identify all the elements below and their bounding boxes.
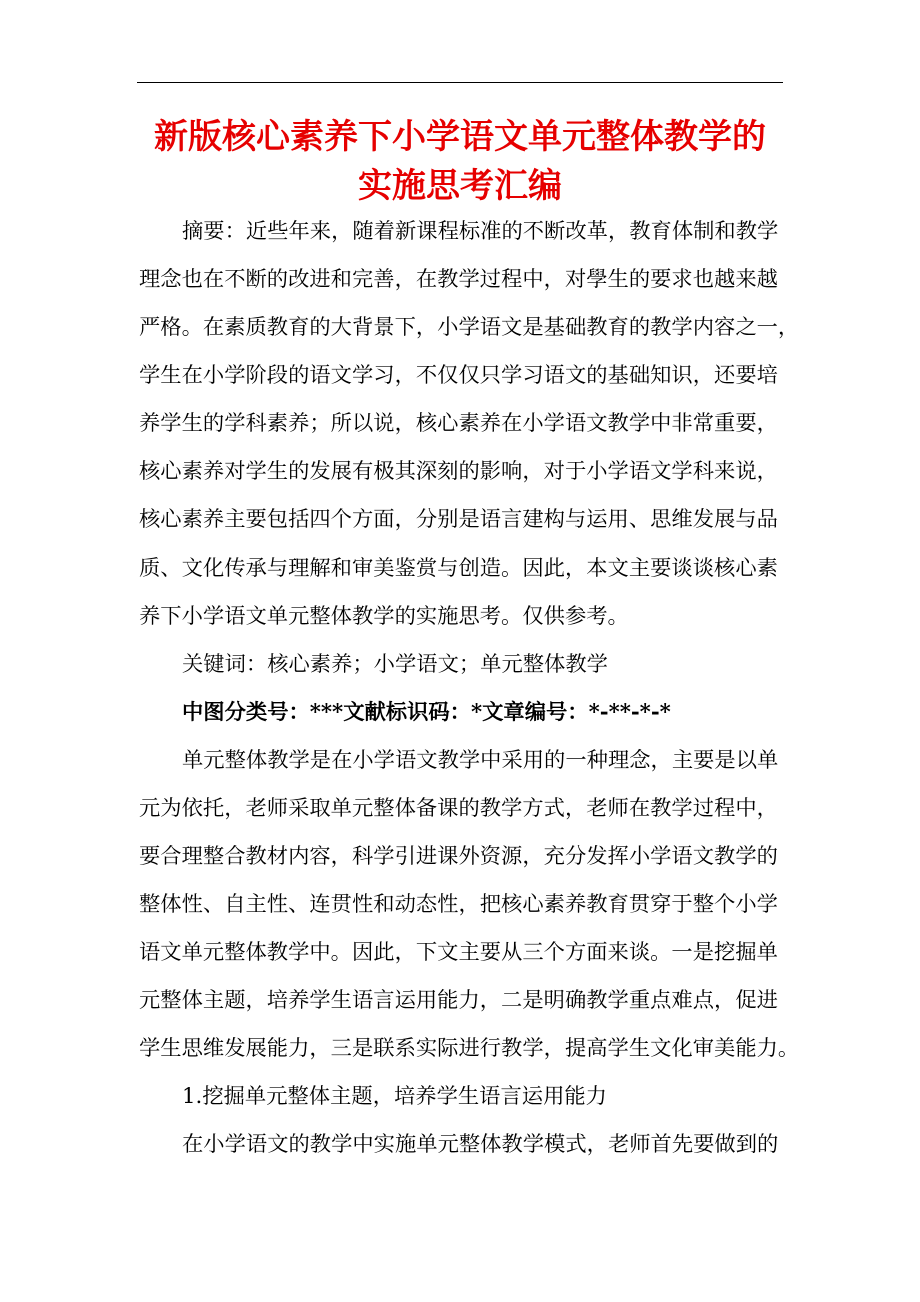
- abstract-line: 质、文化传承与理解和审美鉴赏与创造。因此，本文主要谈谈核心素: [139, 556, 778, 581]
- intro-line: 语文单元整体教学中。因此，下文主要从三个方面来谈。一是挖掘单: [139, 940, 778, 965]
- abstract-line: 核心素养主要包括四个方面，分别是语言建构与运用、思维发展与品: [139, 507, 778, 532]
- abstract-line: 摘要：近些年来，随着新课程标准的不断改革，教育体制和教学: [182, 219, 779, 244]
- document-title-line-2: 实施思考汇编: [358, 166, 562, 206]
- abstract-line: 养下小学语文单元整体教学的实施思考。仅供参考。: [139, 604, 629, 629]
- top-divider: [137, 82, 783, 83]
- intro-line: 学生思维发展能力，三是联系实际进行教学，提高学生文化审美能力。: [139, 1036, 800, 1061]
- keywords-line: 关键词：核心素养；小学语文；单元整体教学: [182, 652, 608, 677]
- classification-line: 中图分类号：***文献标识码：*文章编号：*-**-*-*: [182, 700, 671, 725]
- document-title-line-1: 新版核心素养下小学语文单元整体教学的: [154, 117, 766, 157]
- section-1-text-line: 在小学语文的教学中实施单元整体教学模式，老师首先要做到的: [182, 1132, 779, 1157]
- intro-line: 整体性、自主性、连贯性和动态性，把核心素养教育贯穿于整个小学: [139, 892, 778, 917]
- section-1-heading: 1.挖掘单元整体主题，培养学生语言运用能力: [182, 1084, 607, 1109]
- abstract-line: 严格。在素质教育的大背景下，小学语文是基础教育的教学内容之一，: [139, 315, 800, 340]
- intro-line: 单元整体教学是在小学语文教学中采用的一种理念，主要是以单: [182, 748, 779, 773]
- intro-line: 元整体主题，培养学生语言运用能力，二是明确教学重点难点，促进: [139, 988, 778, 1013]
- abstract-line: 理念也在不断的改进和完善，在教学过程中，对學生的要求也越来越: [139, 267, 778, 292]
- abstract-line: 学生在小学阶段的语文学习，不仅仅只学习语文的基础知识，还要培: [139, 363, 778, 388]
- abstract-line: 核心素养对学生的发展有极其深刻的影响，对于小学语文学科来说，: [139, 459, 778, 484]
- intro-line: 元为依托，老师采取单元整体备课的教学方式，老师在教学过程中，: [139, 796, 778, 821]
- intro-line: 要合理整合教材内容，科学引进课外资源，充分发挥小学语文教学的: [139, 844, 778, 869]
- abstract-line: 养学生的学科素养；所以说，核心素养在小学语文教学中非常重要，: [139, 411, 778, 436]
